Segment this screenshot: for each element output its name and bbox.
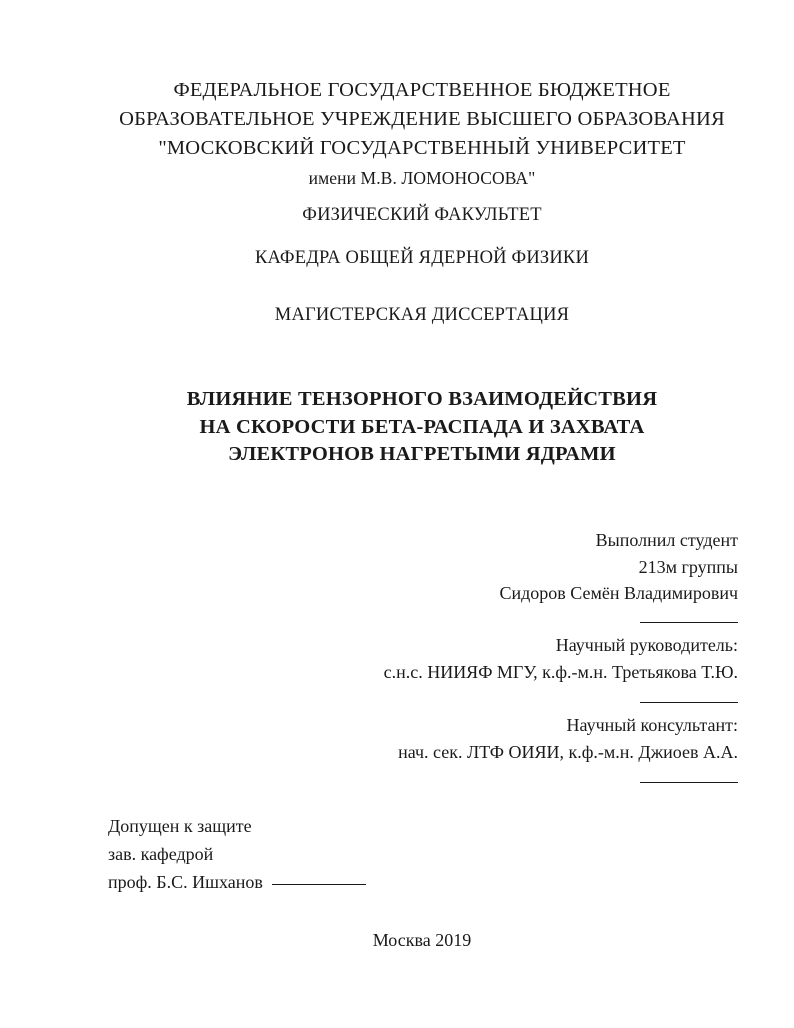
approval-block <box>108 812 366 896</box>
institution-header <box>60 76 784 193</box>
faculty-name: ФИЗИЧЕСКИЙ ФАКУЛЬТЕТ <box>302 205 542 225</box>
department-name: КАФЕДРА ОБЩЕЙ ЯДЕРНОЙ ФИЗИКИ <box>254 248 590 268</box>
student-name: Сидоров Семён Владимирович <box>499 583 738 603</box>
thesis-title-line-2: НА СКОРОСТИ БЕТА-РАСПАДА И ЗАХВАТА <box>199 415 645 438</box>
head-signature-line <box>272 884 366 885</box>
consultant-name: нач. сек. ЛТФ ОИЯИ, к.ф.-м.н. Джиоев А.А. <box>398 741 738 762</box>
approval-line-3: проф. Б.С. Ишханов <box>108 872 263 892</box>
student-role: Выполнил студент <box>595 530 738 550</box>
supervisor-signature-line <box>640 702 738 703</box>
supervisor-block <box>384 632 738 685</box>
institution-subline: имени М.В. ЛОМОНОСОВА" <box>308 168 536 188</box>
approval-line-3-row <box>108 868 366 896</box>
consultant-role: Научный консультант: <box>566 715 738 735</box>
consultant-signature-line <box>640 782 738 783</box>
institution-line-3: "МОСКОВСКИЙ ГОСУДАРСТВЕННЫЙ УНИВЕРСИТЕТ <box>158 137 686 159</box>
student-signature-line <box>640 622 738 623</box>
student-block <box>500 527 739 607</box>
institution-line-2: ОБРАЗОВАТЕЛЬНОЕ УЧРЕЖДЕНИЕ ВЫСШЕГО ОБРАЗОВАНИЯ <box>119 108 725 130</box>
thesis-title-line-3: ЭЛЕКТРОНОВ НАГРЕТЫМИ ЯДРАМИ <box>228 443 616 465</box>
institution-line-1: ФЕДЕРАЛЬНОЕ ГОСУДАРСТВЕННОЕ БЮДЖЕТНОЕ <box>173 79 671 101</box>
thesis-title <box>60 386 784 469</box>
consultant-block <box>398 712 738 765</box>
place-and-year: Москва 2019 <box>372 930 472 950</box>
approval-line-1: Допущен к защите <box>108 816 252 836</box>
approval-line-2: зав. кафедрой <box>108 844 214 864</box>
thesis-title-line-1: ВЛИЯНИЕ ТЕНЗОРНОГО ВЗАИМОДЕЙСТВИЯ <box>186 388 658 410</box>
supervisor-role: Научный руководитель: <box>555 635 738 655</box>
work-kind: МАГИСТЕРСКАЯ ДИССЕРТАЦИЯ <box>274 305 570 325</box>
supervisor-name: с.н.с. НИИЯФ МГУ, к.ф.-м.н. Третьякова Т.Ю. <box>383 661 738 682</box>
student-group: 213м группы <box>638 556 738 577</box>
